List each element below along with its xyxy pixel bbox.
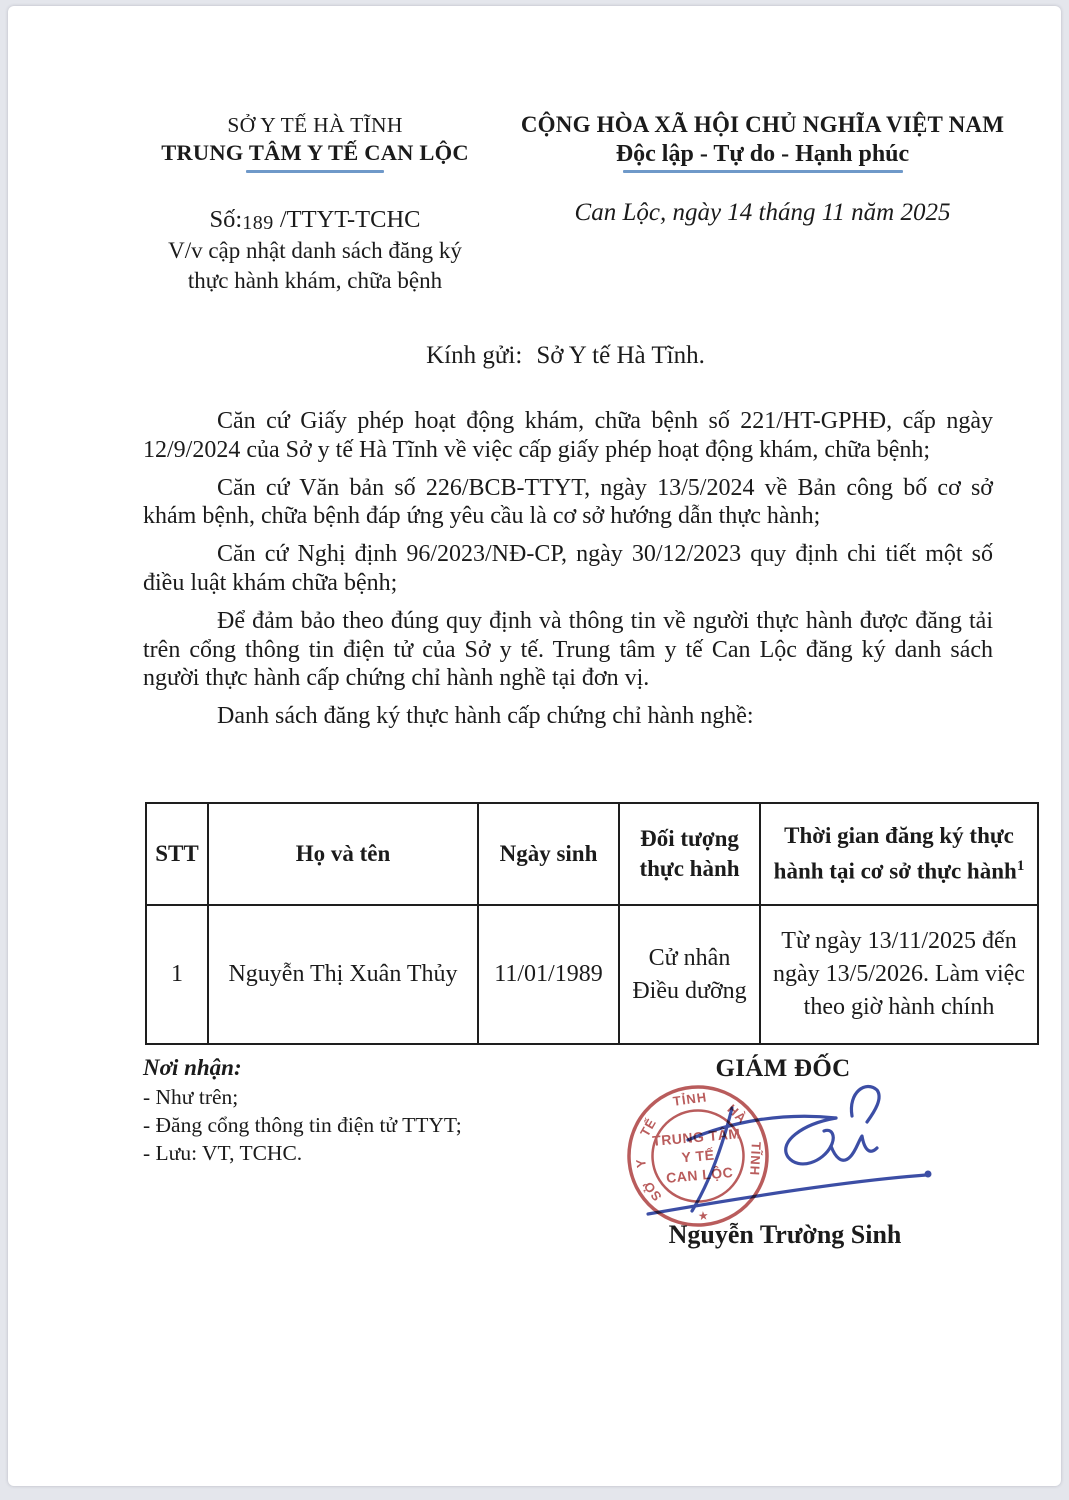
national-title: CỘNG HÒA XÃ HỘI CHỦ NGHĨA VIỆT NAM (520, 112, 1005, 137)
col-header-period-text: Thời gian đăng ký thực hành tại cơ sở thực hành (773, 823, 1017, 884)
seal-ring-text: TẾ (637, 1115, 660, 1140)
signature-stroke (648, 1175, 926, 1214)
col-header-stt: STT (146, 803, 208, 905)
cell-dob: 11/01/1989 (478, 905, 619, 1044)
recipients-block (143, 1053, 563, 1167)
salutation-recipient: Sở Y tế Hà Tĩnh. (536, 342, 705, 369)
parent-org-name: SỞ Y TẾ HÀ TĨNH (227, 113, 403, 137)
salutation-line (143, 340, 988, 372)
signature-stroke (831, 1136, 877, 1160)
doc-number-suffix: /TTYT-TCHC (273, 206, 421, 233)
signature-stroke (692, 1108, 732, 1211)
signature-stroke (786, 1118, 836, 1164)
table-row (146, 905, 1038, 1044)
recipient-item-1: - Như trên; (143, 1085, 239, 1109)
practice-registration-table (145, 802, 1039, 1045)
col-header-period (760, 803, 1038, 905)
seal-ring-text: HÀ (724, 1101, 750, 1127)
col-header-subject: Đối tượng thực hành (619, 803, 760, 905)
doc-number-line (100, 205, 530, 236)
doc-subject-line-1: V/v cập nhật danh sách đăng ký (168, 238, 462, 263)
national-header-block (505, 110, 1020, 227)
star-icon: ★ (697, 1208, 710, 1224)
recipient-item-2: - Đăng cổng thông tin điện tử TTYT; (143, 1113, 462, 1137)
signature-stroke (851, 1086, 879, 1122)
cell-period: Từ ngày 13/11/2025 đến ngày 13/5/2026. Làm việc theo giờ hành chính (760, 905, 1038, 1044)
seal-ring-text: TĨNH (747, 1141, 764, 1177)
place-and-date: Can Lộc, ngày 14 tháng 11 năm 2025 (574, 199, 951, 226)
seal-center-line-1: TRUNG TÂM (651, 1125, 742, 1149)
cell-stt: 1 (146, 905, 208, 1044)
doc-number-value: 189 (242, 212, 274, 234)
seal-center-line-3: CAN LỘC (665, 1164, 734, 1186)
seal-ring-text: SỞ (639, 1177, 665, 1204)
salutation-label: Kính gửi: (426, 342, 523, 369)
footnote-mark: 1 (1016, 858, 1025, 875)
paragraph-5: Danh sách đăng ký thực hành cấp chứng chỉ hành nghề: (217, 703, 754, 730)
recipients-label: Nơi nhận: (143, 1055, 242, 1080)
cell-subject: Cử nhân Điều dưỡng (619, 905, 760, 1044)
body-paragraphs (143, 407, 993, 740)
col-header-dob: Ngày sinh (478, 803, 619, 905)
org-name-underline (246, 170, 384, 173)
signature-ink (622, 1078, 942, 1228)
seal-center-line-2: Y TẾ (680, 1146, 716, 1166)
org-name: TRUNG TÂM Y TẾ CAN LỘC (161, 140, 469, 165)
doc-subject-line-2: thực hành khám, chữa bệnh (187, 268, 443, 293)
col-header-name: Họ và tên (208, 803, 478, 905)
issuing-org-block (100, 110, 530, 296)
seal-ring-text: TỈNH (671, 1089, 709, 1109)
signer-name: Nguyễn Trường Sinh (668, 1220, 902, 1249)
paragraph-1: Căn cứ Giấy phép hoạt động khám, chữa bệnh số 221/HT-GPHĐ, cấp ngày 12/9/2024 của Sở y tế Hà Tĩnh về việc cấp giấy phép hoạt động khám, chữa bệnh; (143, 408, 993, 463)
table-header-row (146, 803, 1038, 905)
motto-underline (623, 170, 903, 173)
national-motto: Độc lập - Tự do - Hạnh phúc (615, 141, 910, 167)
paragraph-4: Để đảm bảo theo đúng quy định và thông tin về người thực hành được đăng tải trên cổng thông tin điện tử của Sở y tế. Trung tâm y tế Can Lộc đăng ký danh sách người thực hành cấp chứng chỉ hành nghề tại đơn vị. (143, 607, 993, 692)
signer-title: GIÁM ĐỐC (715, 1055, 851, 1082)
cell-name: Nguyễn Thị Xuân Thủy (208, 905, 478, 1044)
signature-stroke (688, 1116, 836, 1140)
paragraph-2: Căn cứ Văn bản số 226/BCB-TTYT, ngày 13/5/2024 về Bản công bố cơ sở khám bệnh, chữa bệnh đáp ứng yêu cầu là cơ sở hướng dẫn thực hành; (143, 474, 993, 530)
seal-ring-text: Y (632, 1157, 649, 1169)
doc-number-label: Số: (209, 206, 243, 233)
signature-ink-dot (925, 1171, 932, 1178)
paragraph-3: Căn cứ Nghị định 96/2023/NĐ-CP, ngày 30/12/2023 quy định chi tiết một số điều luật khám chữa bệnh; (143, 541, 993, 596)
recipient-item-3: - Lưu: VT, TCHC. (143, 1141, 303, 1165)
